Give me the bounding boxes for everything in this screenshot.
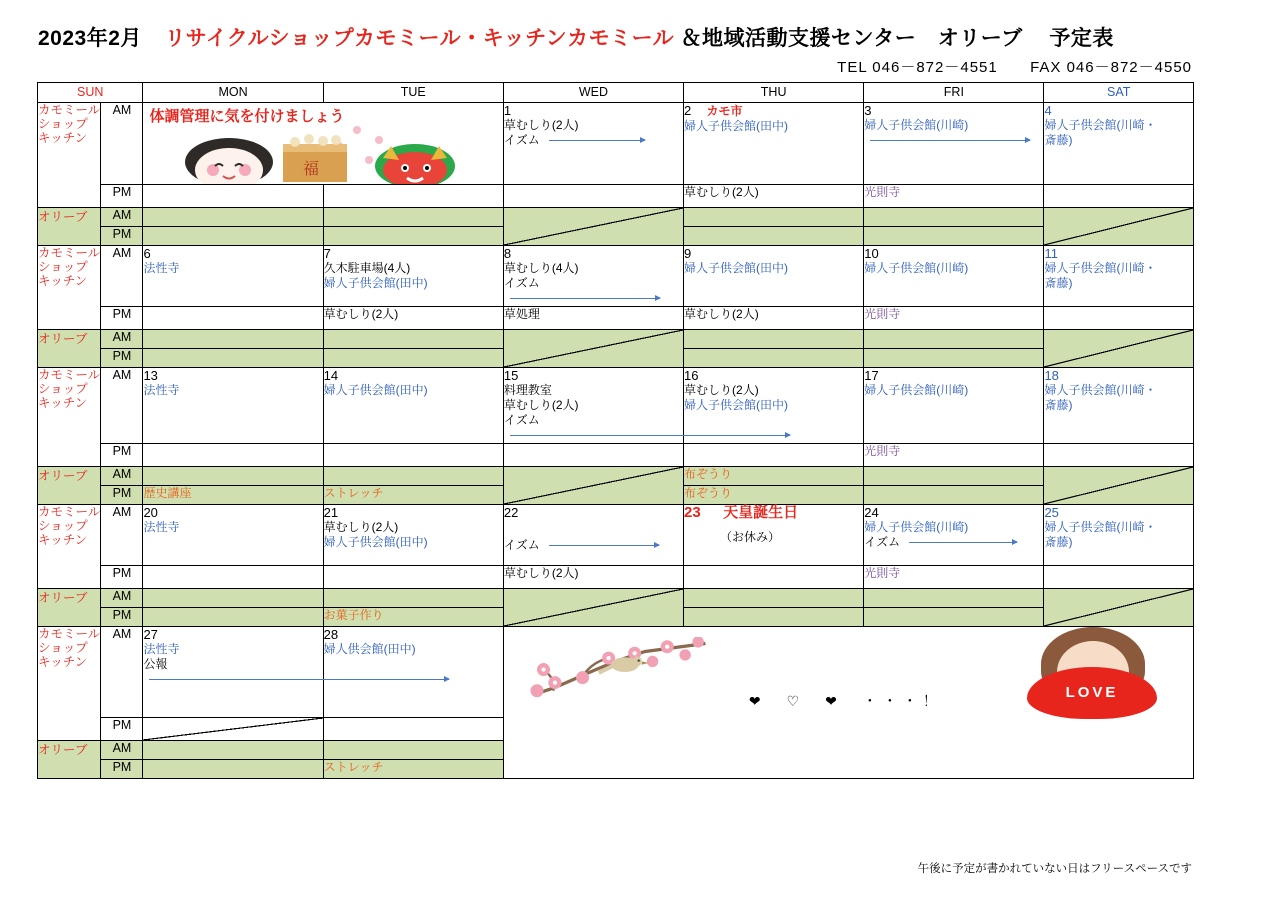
week1-pm-row [38,185,1194,208]
day-title: 天皇誕生日 [723,504,799,521]
pm-cell [503,185,683,208]
event: ストレッチ [323,486,384,500]
week2-pm-row [38,307,1194,330]
event: 婦人子供会館(田中) [323,535,428,549]
olive-cell [684,227,864,246]
event: 草むしり(2人) [684,383,759,397]
olive-cell [684,589,864,608]
event: 法性寺 [143,642,180,656]
fax-text: FAX 046－872－4550 [1030,59,1192,76]
event: 婦人子供会館(田中) [323,276,428,290]
ampm-pm: PM [101,760,143,779]
pm-cell [323,718,503,741]
ampm-am: AM [101,246,143,307]
title-org-red: リサイクルショップカモミール・キッチンカモミール [164,27,675,50]
day-number: 14 [323,368,339,383]
day-number: 17 [864,368,879,383]
row-label-olive: オリーブ [38,467,101,505]
pm-cell [864,566,1044,589]
pm-cell [503,444,683,467]
week2-olive-am [38,330,1194,349]
day-cell-15 [503,368,683,444]
event: 歴史講座 [143,486,192,500]
event: 法性寺 [143,383,180,397]
olive-cell [864,330,1044,349]
continuation-arrow [549,140,645,141]
event: 法性寺 [143,261,180,275]
ampm-pm: PM [101,444,143,467]
event: 布ぞうり [684,486,733,500]
ampm-am: AM [101,368,143,444]
ampm-am: AM [101,627,143,718]
day-cell-20 [143,505,323,566]
girl-illustration [1005,631,1175,741]
ampm-pm: PM [101,718,143,741]
day-cell-24 [864,505,1044,566]
free-space-illustration [503,627,1193,779]
olive-cell [143,467,323,486]
day-number: 4 [1044,103,1052,118]
day-cell-2 [684,103,864,185]
olive-cell [143,589,323,608]
col-thu: THU [684,83,864,103]
event: 草むしり(2人) [684,185,759,199]
week1-am-row [38,103,1194,185]
event: 斎藤) [1044,398,1073,412]
col-tue: TUE [323,83,503,103]
continuation-arrow [909,542,1017,543]
row-label-olive: オリーブ [38,208,101,246]
olive-cell-blocked [503,330,683,368]
day-number: 21 [323,505,339,520]
row-label-kamomile: カモミール ショップ キッチン [38,103,101,208]
event: 斎藤) [1044,535,1073,549]
olive-cell [143,486,323,505]
pm-cell [1044,566,1194,589]
event: 婦人子供会館(田中) [684,119,789,133]
olive-cell [143,608,323,627]
day-number: 20 [143,505,158,520]
pm-cell [503,307,683,330]
olive-cell [684,330,864,349]
event: 草むしり(2人) [503,398,579,412]
col-sat: SAT [1044,83,1194,103]
event: 草むしり(4人) [503,261,579,275]
day-number: 27 [143,627,158,642]
day-cell-27 [143,627,323,718]
event: 婦人子供会館(川崎・ [1044,383,1157,397]
event: 婦人子供会館(田中) [684,398,789,412]
olive-cell [684,467,864,486]
olive-cell [143,208,323,227]
day-cell-7 [323,246,503,307]
illustration-svg [143,126,491,184]
olive-cell [684,349,864,368]
olive-cell [684,608,864,627]
week4-olive-am [38,589,1194,608]
pm-cell [684,307,864,330]
day-cell-9 [684,246,864,307]
pm-cell [864,185,1044,208]
ampm-am: AM [101,589,143,608]
olive-cell [323,589,503,608]
event: お菓子作り [323,608,384,622]
day-number: 22 [503,505,519,520]
event: 婦人子供会館(川崎) [864,261,969,275]
week1-banner-cell [143,103,503,185]
event: 草むしり(2人) [503,118,579,132]
continuation-arrow [549,545,659,546]
row-label-olive: オリーブ [38,330,101,368]
olive-cell [323,330,503,349]
olive-cell [864,227,1044,246]
pm-cell [323,185,503,208]
day-number: 1 [503,103,512,118]
olive-cell [864,589,1044,608]
event: 法性寺 [143,520,180,534]
olive-cell [323,608,503,627]
continuation-row [864,133,1043,148]
col-wed: WED [503,83,683,103]
day-number: 9 [684,246,692,261]
day-cell-6 [143,246,323,307]
event: ストレッチ [323,760,384,774]
day-number: 2 カモ市 [684,103,743,118]
event: 料理教室 [503,383,552,397]
olive-cell [323,349,503,368]
event: 光則寺 [864,444,901,458]
event: 草処理 [503,307,540,321]
event: 草むしり(2人) [684,307,759,321]
ampm-am: AM [101,505,143,566]
olive-cell [323,227,503,246]
olive-cell-blocked [503,589,683,627]
event: 婦人子供会館(川崎・ [1044,118,1157,132]
day-cell-4 [1044,103,1194,185]
event: 公報 [143,657,168,671]
event: 久木駐車場(4人) [323,261,411,275]
day-cell-23 [684,505,864,566]
event: 布ぞうり [684,467,733,481]
day-number: 3 [864,103,872,118]
event: 婦人子供会館(川崎) [864,520,969,534]
ampm-pm: PM [101,227,143,246]
event: 婦人子供会館(川崎・ [1044,520,1157,534]
event: 斎藤) [1044,276,1073,290]
olive-cell-blocked [1044,467,1194,505]
week3-pm-row [38,444,1194,467]
day-number: 6 [143,246,151,261]
day-title: カモ市 [706,104,743,118]
event: イズム [504,538,683,553]
olive-cell [143,227,323,246]
day-cell-14 [323,368,503,444]
olive-cell [323,486,503,505]
pm-cell [323,566,503,589]
day-number: 11 [1044,246,1058,261]
pm-cell [1044,307,1194,330]
day-number: 25 [1044,505,1059,520]
day-cell-1 [503,103,683,185]
week4-am-row [38,505,1194,566]
day-number: 18 [1044,368,1059,383]
continuation-arrow [870,140,1030,141]
page-title [38,22,1114,52]
pm-cell [323,444,503,467]
pm-cell [143,566,323,589]
olive-cell [864,486,1044,505]
ampm-pm: PM [101,349,143,368]
row-label-olive: オリーブ [38,741,101,779]
day-cell-28 [323,627,503,718]
day-cell-10 [864,246,1044,307]
footnote: 午後に予定が書かれていない日はフリースペースです [917,863,1192,875]
ampm-am: AM [101,741,143,760]
row-label-kamomile: カモミール ショップ キッチン [38,627,101,741]
pm-cell-blocked [143,718,323,741]
tel-text: TEL 046－872－4551 [837,59,998,76]
row-label-olive: オリーブ [38,589,101,627]
plum-branch-icon [520,637,720,707]
event: イズム [503,276,540,290]
olive-cell [864,349,1044,368]
row-label-kamomile: カモミール ショップ キッチン [38,505,101,589]
event: （お休み） [720,530,781,544]
day-number: 15 [503,368,519,383]
col-mon: MON [143,83,323,103]
col-sun: SUN [38,83,143,103]
pm-cell [684,444,864,467]
day-cell-18 [1044,368,1194,444]
hearts-decoration: ❤ ♡ ❤ ・・・！ [748,693,943,709]
continuation-arrow [510,298,660,299]
continuation-row [143,672,322,687]
svg-text:福: 福 [303,161,320,178]
day-number: 28 [323,627,339,642]
day-cell-13 [143,368,323,444]
day-number: 8 [503,246,512,261]
event: 婦人子供会館(川崎) [864,383,969,397]
ampm-am: AM [101,330,143,349]
olive-cell [864,608,1044,627]
day-number: 7 [323,246,331,261]
ampm-am: AM [101,103,143,185]
love-badge: LOVE [1027,667,1157,719]
event: 草むしり(2人) [323,520,399,534]
event: 斎藤) [1044,133,1073,147]
pm-cell [684,566,864,589]
olive-cell-blocked [503,467,683,505]
event: 草むしり(2人) [503,566,579,580]
pm-cell [684,185,864,208]
pm-cell [1044,444,1194,467]
title-org-black: ＆地域活動支援センター オリーブ [680,27,1023,50]
olive-cell [323,467,503,486]
week3-olive-am [38,467,1194,486]
day-number: 23 天皇誕生日 [684,504,799,521]
event: イズム [864,535,1043,550]
ampm-pm: PM [101,185,143,208]
ampm-pm: PM [101,486,143,505]
event: イズム [504,413,683,443]
week5-am-row [38,627,1194,718]
table-header-row [38,83,1194,103]
continuation-row [504,291,683,306]
event: イズム [504,133,683,148]
event: 婦人子供会館(田中) [684,261,789,275]
health-banner: 体調管理に気を付けましょう [149,108,345,125]
event: 婦人供会館(田中) [323,642,416,656]
title-schedule-label: 予定表 [1049,27,1114,50]
col-fri: FRI [864,83,1044,103]
pm-cell [864,444,1044,467]
olive-cell-blocked [503,208,683,246]
contact-info [837,56,1192,77]
pm-cell [1044,185,1194,208]
pm-cell [323,307,503,330]
event: 婦人子供会館(川崎) [864,118,969,132]
day-cell-21 [323,505,503,566]
row-label-kamomile: カモミール ショップ キッチン [38,368,101,467]
day-number: 16 [684,368,699,383]
pm-cell [503,566,683,589]
olive-cell [323,760,503,779]
event: 光則寺 [864,185,901,199]
ampm-pm: PM [101,608,143,627]
event: 光則寺 [864,566,901,580]
day-cell-3 [864,103,1044,185]
olive-cell [864,467,1044,486]
event: 光則寺 [864,307,901,321]
pm-cell [143,444,323,467]
olive-cell-blocked [1044,330,1194,368]
day-number: 13 [143,368,158,383]
title-date: 2023年2月 [38,27,142,50]
olive-cell [684,208,864,227]
event: 婦人子供会館(田中) [323,383,428,397]
olive-cell [143,349,323,368]
ampm-pm: PM [101,307,143,330]
row-label-kamomile: カモミール ショップ キッチン [38,246,101,330]
day-cell-8 [503,246,683,307]
ampm-am: AM [101,467,143,486]
event: 婦人子供会館(川崎・ [1044,261,1157,275]
olive-cell-blocked [1044,208,1194,246]
pm-cell [143,307,323,330]
event: 草むしり(2人) [323,307,399,321]
pm-cell [143,185,323,208]
week3-am-row [38,368,1194,444]
ampm-am: AM [101,208,143,227]
week2-am-row [38,246,1194,307]
olive-cell [143,760,323,779]
olive-cell [684,486,864,505]
day-number: 10 [864,246,879,261]
calendar-table [37,82,1194,779]
day-cell-11 [1044,246,1194,307]
pm-cell [864,307,1044,330]
day-cell-16 [684,368,864,444]
olive-cell [143,741,323,760]
day-cell-17 [864,368,1044,444]
week1-olive-am [38,208,1194,227]
olive-cell [864,208,1044,227]
olive-cell [323,741,503,760]
day-number: 24 [864,505,879,520]
day-cell-22 [503,505,683,566]
hina-oni-illustration [143,126,502,184]
day-cell-25 [1044,505,1194,566]
olive-cell [323,208,503,227]
week4-pm-row [38,566,1194,589]
ampm-pm: PM [101,566,143,589]
olive-cell [143,330,323,349]
olive-cell-blocked [1044,589,1194,627]
